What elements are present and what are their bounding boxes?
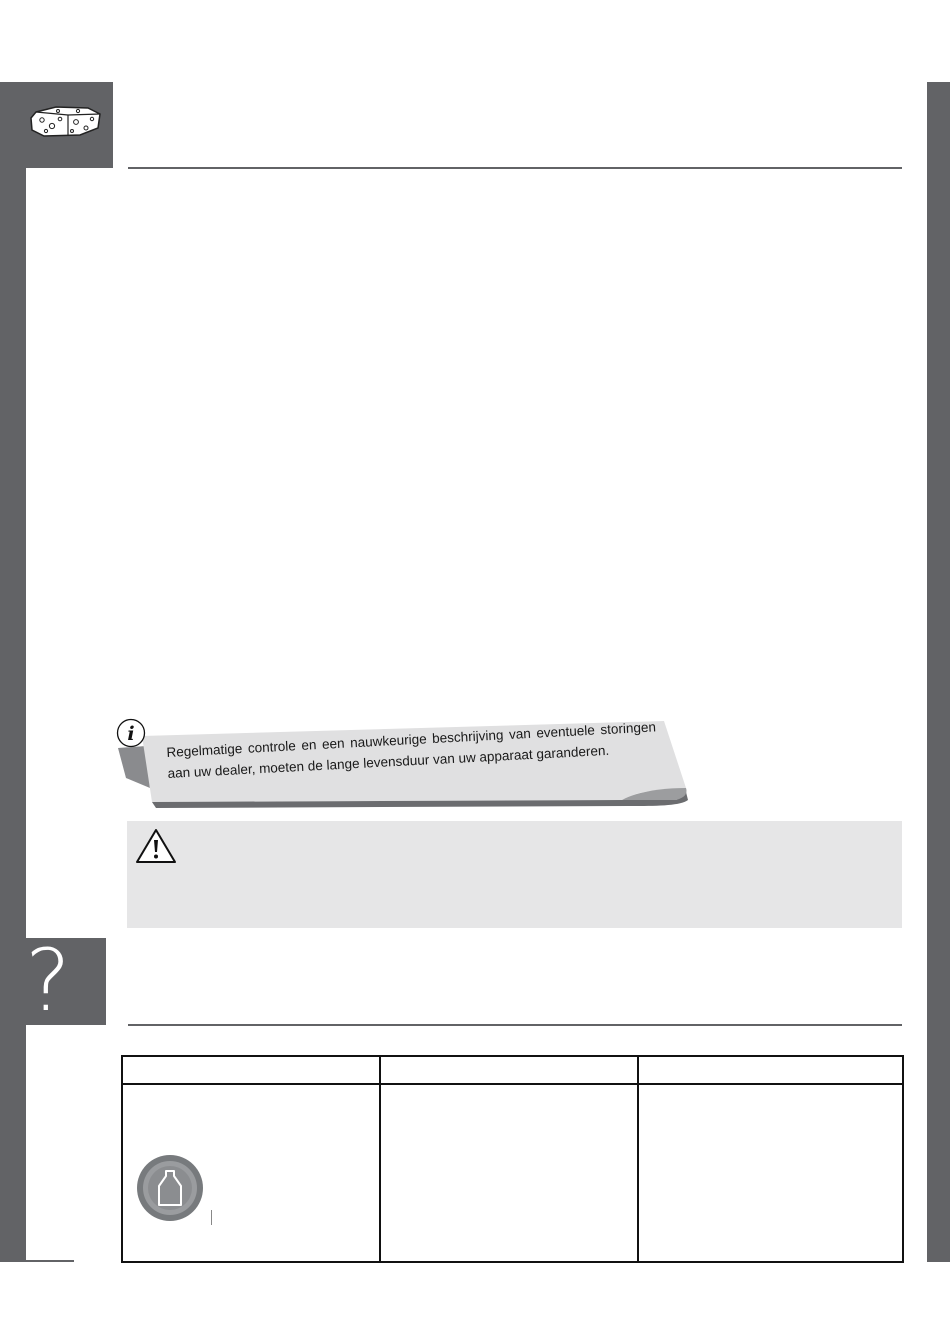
sponge-icon: [28, 104, 102, 138]
info-icon: [116, 718, 146, 748]
note-text: Regelmatige controle en een nauwkeurige beschrijving van eventuele storingen aan uw dealer, moeten de lange levensduur van uw apparaat garanderen.: [166, 719, 657, 781]
svg-text:i: i: [127, 723, 135, 745]
column-header-solution: [638, 1056, 903, 1084]
table-header-row: [122, 1056, 903, 1084]
table-cell: [380, 1084, 638, 1262]
section-divider: [128, 167, 902, 169]
table-cell: [638, 1084, 903, 1262]
callout-tick: [211, 1210, 212, 1225]
footer-rule: [26, 1260, 74, 1262]
column-header-problem: [122, 1056, 380, 1084]
table-row: [122, 1084, 903, 1262]
steam-button-icon: [136, 1154, 204, 1222]
warning-icon: [134, 827, 178, 865]
right-margin-bar: [927, 82, 950, 1262]
warning-box: [127, 821, 902, 928]
info-note: [116, 718, 696, 818]
troubleshooting-table: [121, 1055, 904, 1263]
column-header-cause: [380, 1056, 638, 1084]
left-margin-bar: [0, 82, 26, 1262]
question-mark-icon: ?: [25, 931, 71, 1031]
troubleshooting-divider: [128, 1024, 902, 1026]
